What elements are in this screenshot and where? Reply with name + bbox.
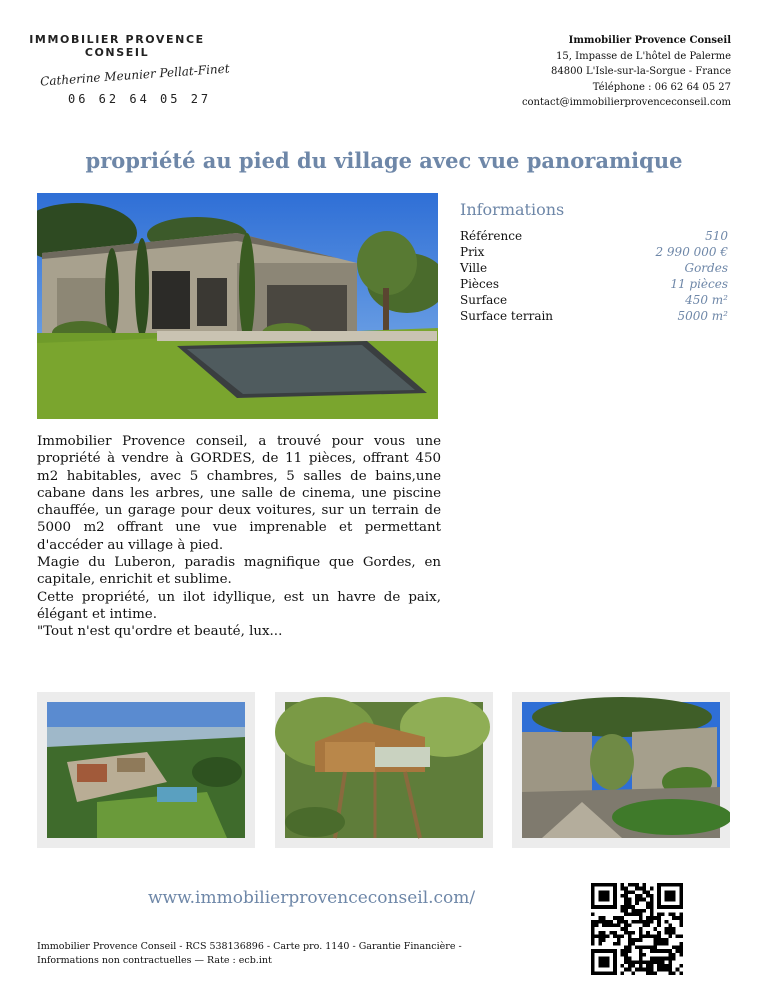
informations-heading: Informations — [460, 200, 565, 219]
info-value: 11 pièces — [670, 277, 728, 291]
agency-name: Immobilier Provence Conseil — [568, 35, 731, 46]
info-value: 510 — [705, 229, 728, 243]
agency-contact — [522, 33, 731, 111]
info-label: Ville — [460, 261, 488, 275]
agency-address-line1: 15, Impasse de L'hôtel de Palerme — [556, 50, 731, 62]
property-description — [37, 433, 441, 641]
main-photo — [37, 193, 438, 419]
page-title: propriété au pied du village avec vue panoramique — [85, 148, 683, 173]
logo-title: IMMOBILIER PROVENCE — [29, 33, 205, 46]
info-value: 2 990 000 € — [655, 245, 728, 259]
agency-address-line2: 84800 L'Isle-sur-la-Sorgue - France — [550, 66, 731, 77]
info-row-rooms — [460, 276, 728, 292]
qr-code[interactable] — [591, 883, 683, 975]
footer-line: Immobilier Provence Conseil - RCS 538136896 - Carte pro. 1140 - Garantie Financière - — [37, 941, 462, 952]
info-row-surface — [460, 292, 728, 308]
thumbnail-garden[interactable] — [512, 692, 730, 848]
agency-email[interactable]: contact@immobilierprovenceconseil.com — [521, 97, 731, 108]
info-value: Gordes — [684, 261, 728, 275]
info-label: Pièces — [460, 277, 499, 291]
logo-signature: Catherine Meunier Pellat-Finet — [39, 61, 230, 89]
description-paragraph: Immobilier Provence conseil, a trouvé pour vous une propriété à vendre à GORDES, de 11 pièces, offrant 450 m2 habitables, avec 5 chambres, 5 salles de bains,une cabane dans les arbres, une salle de cinema, une piscine chauffée, un garage pour deux voitures, sur un terrain de 5000 m2 offrant une vue imprenable et permettant d'accéder au village à pied. — [37, 434, 441, 553]
info-label: Référence — [460, 229, 523, 243]
info-row-price — [460, 244, 728, 260]
info-row-reference — [460, 228, 728, 244]
info-value: 450 m² — [685, 293, 728, 307]
logo-subtitle: CONSEIL — [84, 46, 150, 59]
thumbnail-treehouse[interactable] — [275, 692, 493, 848]
footer — [37, 940, 462, 968]
description-paragraph: "Tout n'est qu'ordre et beauté, lux... — [37, 624, 283, 640]
info-row-city — [460, 260, 728, 276]
footer-line: Informations non contractuelles — Rate : ecb.int — [37, 955, 272, 966]
agency-phone: Téléphone : 06 62 64 05 27 — [592, 81, 731, 93]
info-label: Surface — [460, 293, 508, 307]
info-value: 5000 m² — [677, 309, 728, 323]
info-label: Surface terrain — [460, 309, 554, 323]
info-label: Prix — [460, 245, 485, 259]
thumbnail-aerial-view[interactable] — [37, 692, 255, 848]
website-link[interactable]: www.immobilierprovenceconseil.com/ — [148, 888, 476, 908]
logo-phone: 06 62 64 05 27 — [68, 92, 212, 106]
info-row-land-surface — [460, 308, 728, 324]
description-paragraph: Magie du Luberon, paradis magnifique que Gordes, en capitale, enrichit et sublime. — [37, 555, 441, 588]
description-paragraph: Cette propriété, un ilot idyllique, est un havre de paix, élégant et intime. — [37, 589, 441, 622]
